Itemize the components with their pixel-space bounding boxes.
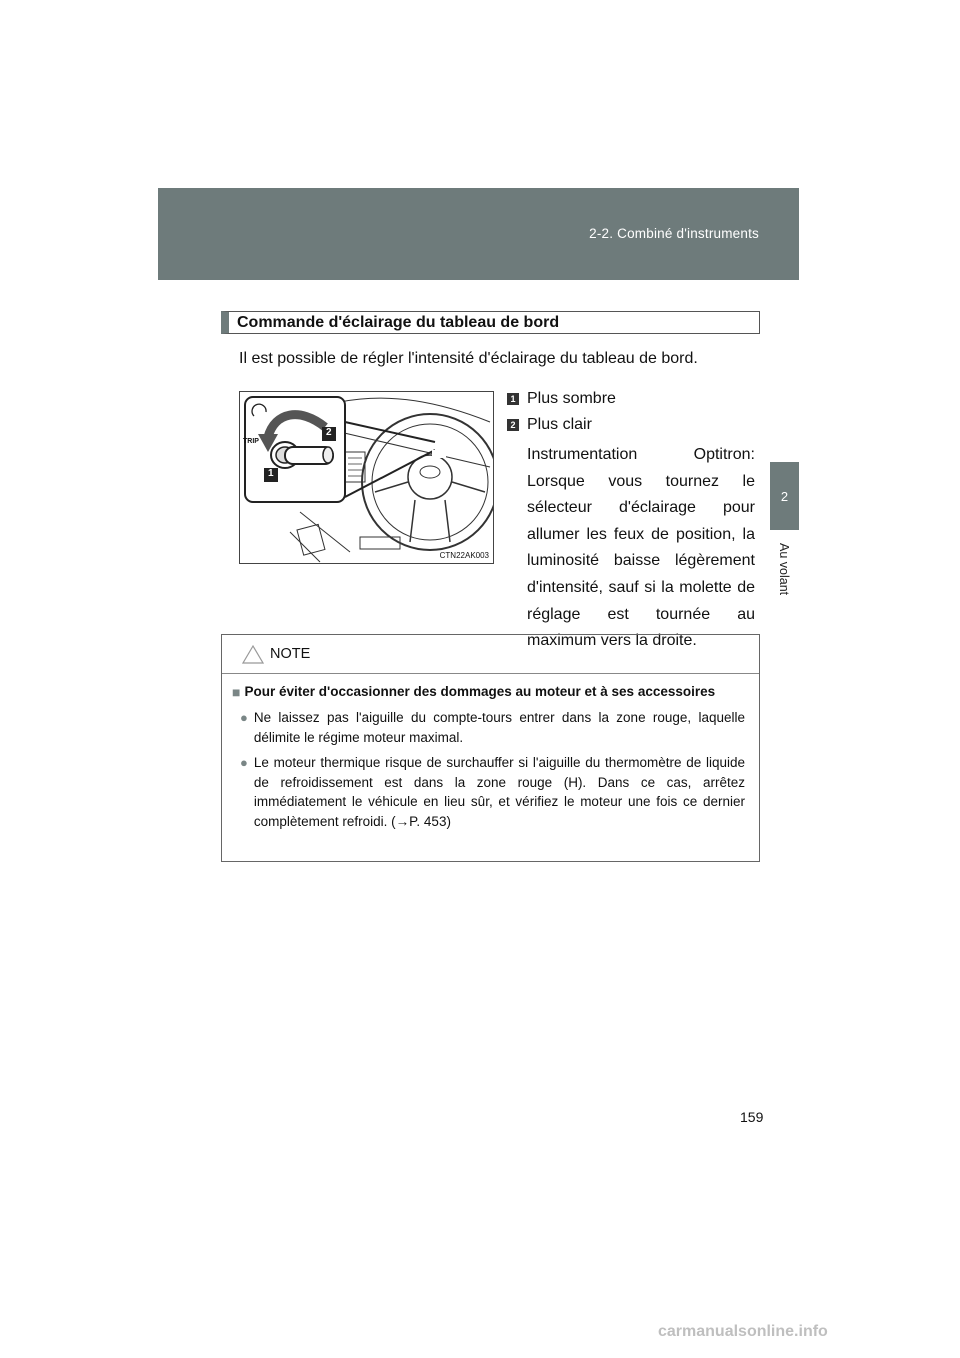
trip-label: TRIP xyxy=(243,438,259,445)
dashboard-illustration xyxy=(239,391,494,564)
callout-2: 2 xyxy=(326,427,332,438)
intro-text: Il est possible de régler l'intensité d'éclairage du tableau de bord. xyxy=(239,350,698,367)
step-label: Plus sombre xyxy=(527,390,616,407)
note-bullet-text: Le moteur thermique risque de surchauffer si l'aiguille du thermomètre de liquide de refroidissement est dans la zone rouge (H). Dans ce cas, arrêtez immédiatement le véhicule en lieu sûr, et vérifiez le moteur une fois ce dernier complètement refroidi. (→P. 453) xyxy=(253,755,745,829)
step-badge: 1 xyxy=(507,393,519,405)
header-band xyxy=(158,188,799,280)
warning-triangle-icon xyxy=(242,644,264,664)
chapter-tab: 2 xyxy=(770,462,799,530)
square-bullet-icon: ■ xyxy=(232,684,241,700)
note-title-text: Pour éviter d'occasionner des dommages au moteur et à ses accessoires xyxy=(244,684,716,699)
page-number: 159 xyxy=(740,1109,764,1125)
note-box xyxy=(221,634,760,862)
watermark: carmanualsonline.info xyxy=(658,1323,828,1340)
section-title: Commande d'éclairage du tableau de bord xyxy=(221,311,760,334)
note-bullet xyxy=(240,753,745,831)
steering-wheel-drawing xyxy=(240,392,493,563)
chapter-label: Au volant xyxy=(777,542,791,596)
circle-bullet-icon: ● xyxy=(240,710,248,725)
step-item xyxy=(507,412,755,438)
callout-1: 1 xyxy=(268,468,274,479)
note-bullet xyxy=(240,708,745,747)
step-badge: 2 xyxy=(507,419,519,431)
section-breadcrumb: 2-2. Combiné d'instruments xyxy=(589,226,759,241)
step-description: Instrumentation Optitron: Lorsque vous tournez le sélecteur d'éclairage pour allumer les feux de position, la luminosité baisse légèrement d'intensité, sauf si la molette de réglage est tournée au maximum vers la droite. xyxy=(527,446,755,650)
circle-bullet-icon: ● xyxy=(240,755,248,770)
step-list xyxy=(507,386,755,655)
figure-code: CTN22AK003 xyxy=(439,551,489,560)
note-label: NOTE xyxy=(270,646,311,662)
step-item xyxy=(507,386,755,412)
note-header xyxy=(222,635,759,674)
note-bullet-text: Ne laissez pas l'aiguille du compte-tours entrer dans la zone rouge, laquelle délimite le régime moteur maximal. xyxy=(253,710,745,745)
note-title xyxy=(232,682,745,702)
step-label: Plus clair xyxy=(527,416,592,433)
